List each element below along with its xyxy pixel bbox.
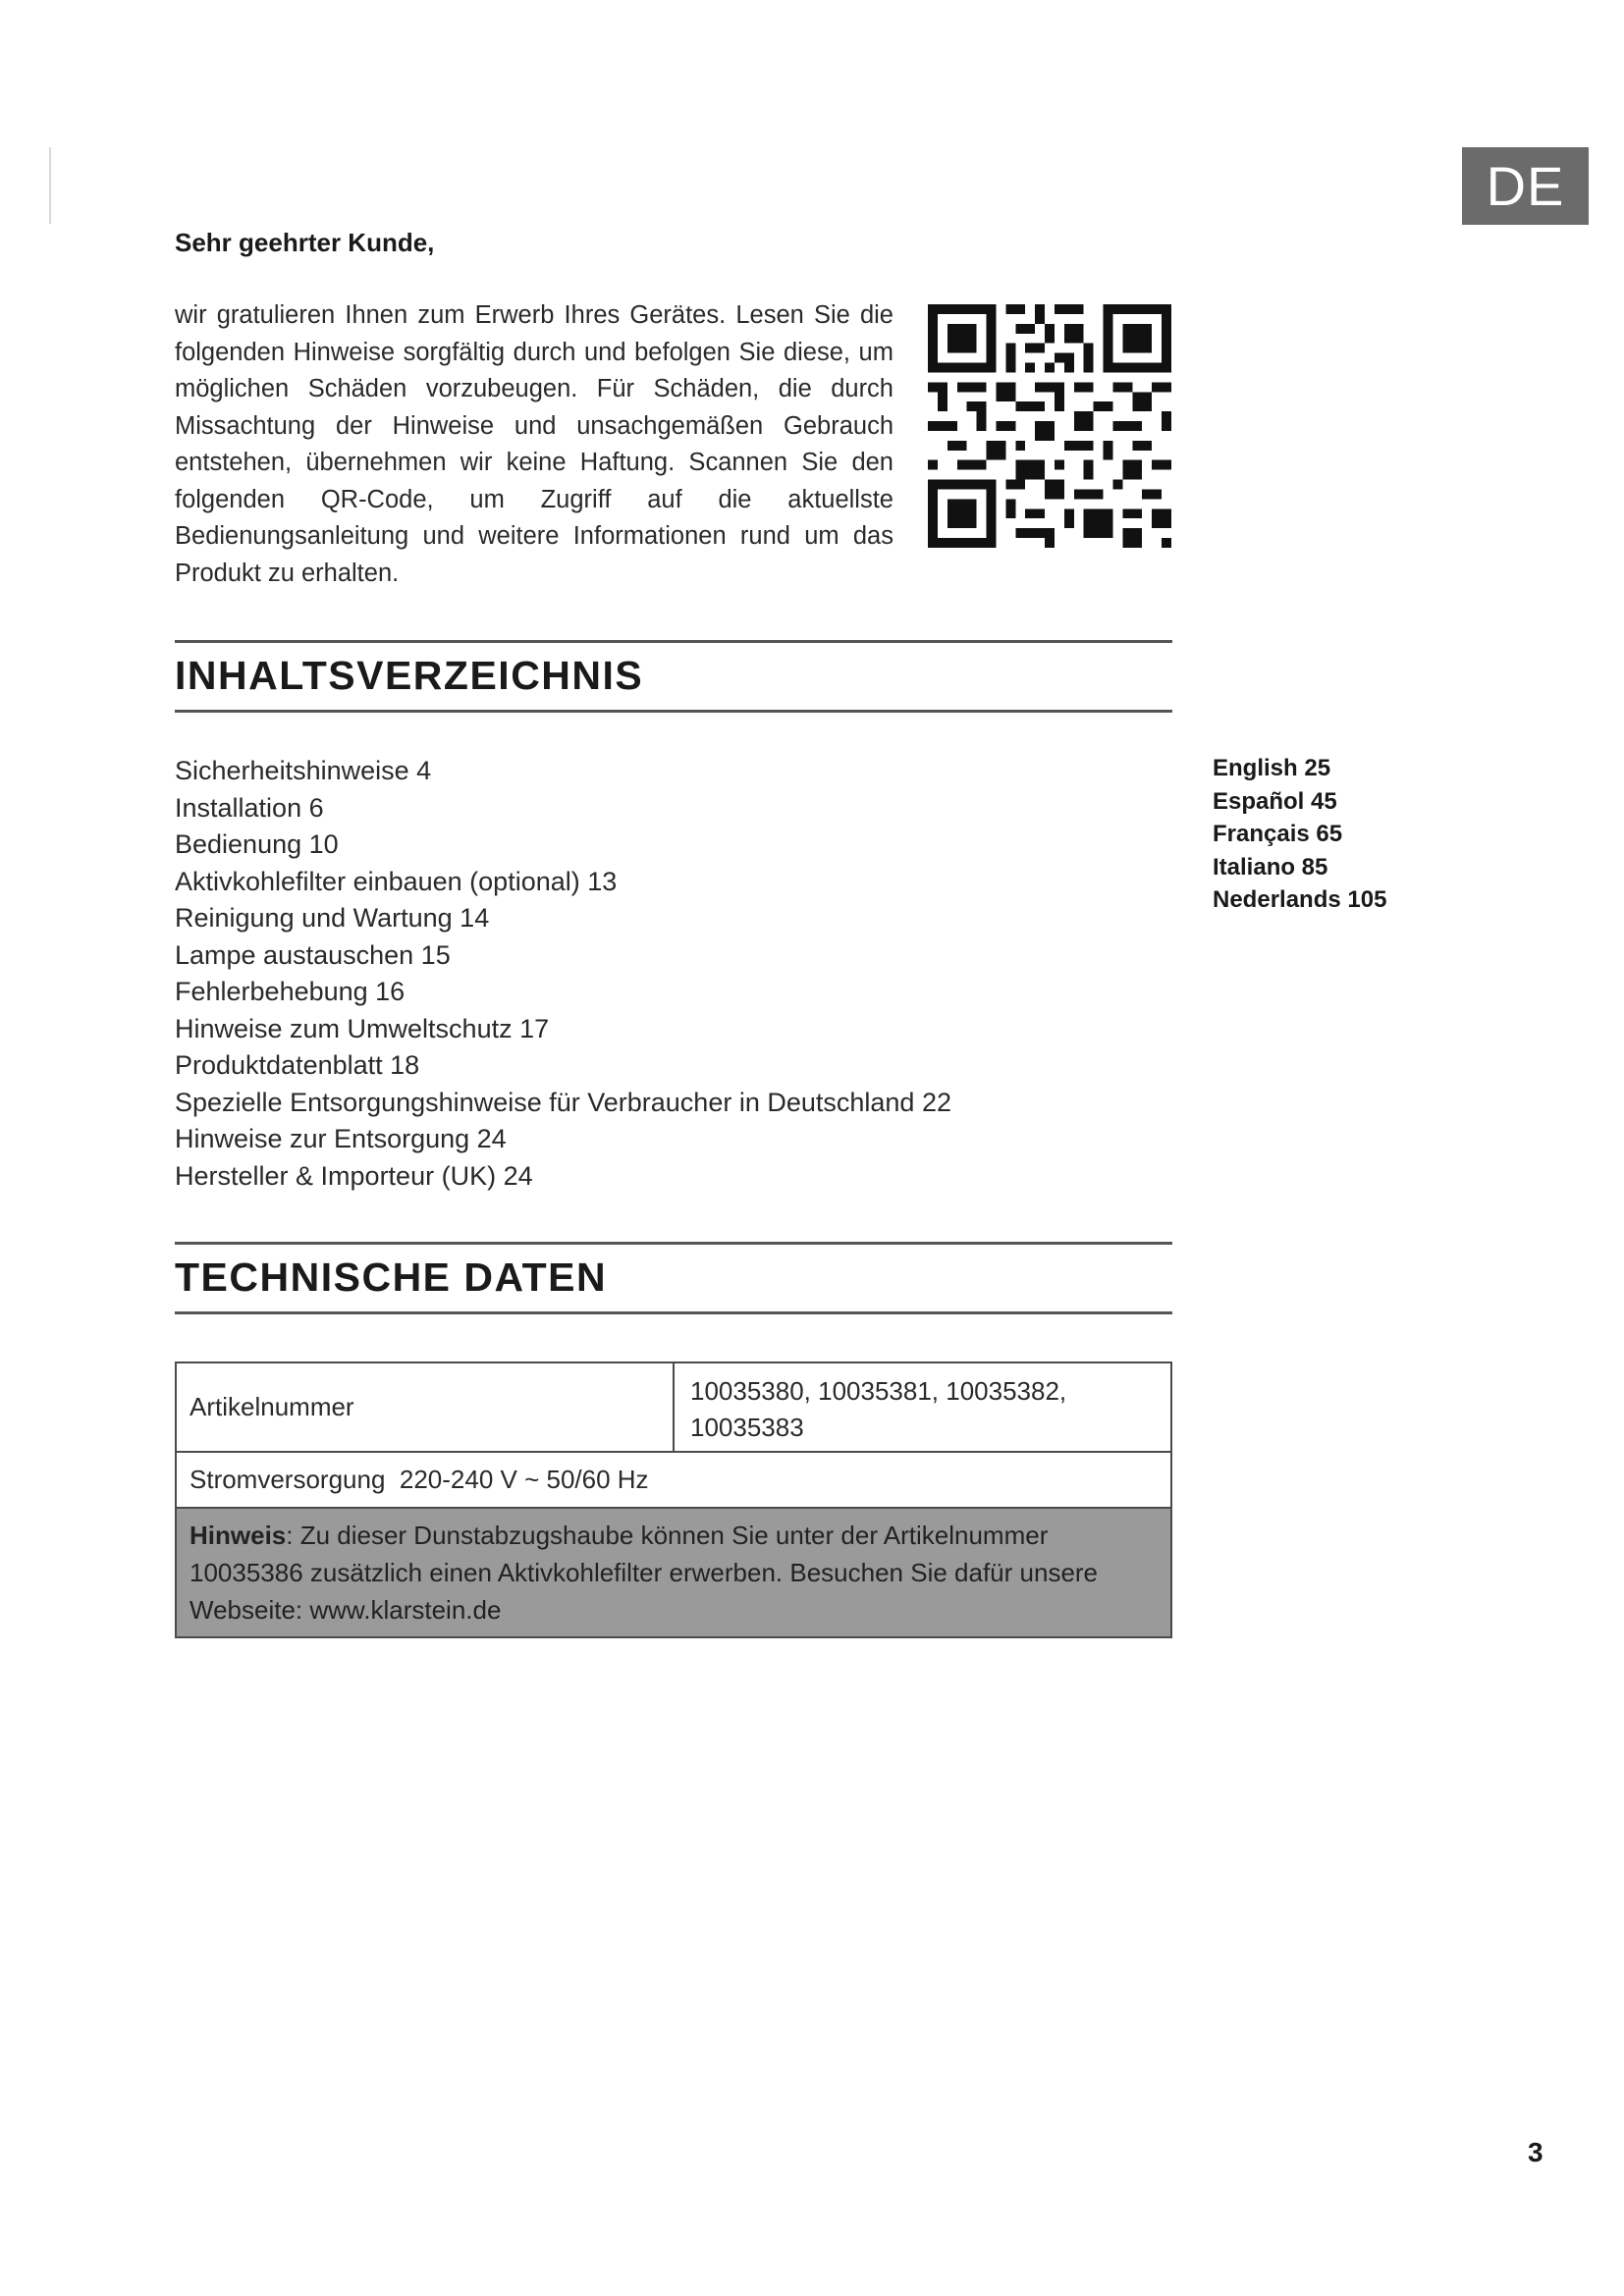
toc-item[interactable]: Hinweise zur Entsorgung 24 [175, 1124, 507, 1153]
toc-rule-bottom [175, 710, 1172, 713]
toc-rule-top [175, 640, 1172, 643]
tech-heading: TECHNISCHE DATEN [175, 1255, 608, 1300]
spec-value: 220-240 V ~ 50/60 Hz [399, 1465, 649, 1494]
language-tab: DE [1462, 147, 1589, 225]
spec-value: 10035380, 10035381, 10035382, 10035383 [690, 1376, 1067, 1442]
page-number: 3 [1528, 2137, 1543, 2167]
spec-label: Stromversorgung [189, 1465, 386, 1494]
table-row [177, 1363, 1170, 1453]
spec-table [175, 1362, 1172, 1638]
qr-code-icon [928, 304, 1171, 548]
toc-item[interactable]: Installation 6 [175, 792, 324, 823]
tech-rule-bottom [175, 1311, 1172, 1314]
note-box [177, 1509, 1170, 1636]
toc-item[interactable]: Aktivkohlefilter einbauen (optional) 13 [175, 866, 618, 896]
toc-item[interactable]: Fehlerbehebung 16 [175, 977, 406, 1006]
intro-paragraph: wir gratulieren Ihnen zum Erwerb Ihres Gerätes. Lesen Sie die folgenden Hinweise sorgfältig durch und befolgen Sie diese, um möglichen Schäden vorzubeugen. Für Schäden, die durch Missachtung der Hinweise und unsachgemäßen Gebrauch entstehen, übernehmen wir keine Haftung. Scannen Sie den folgenden QR-Code, um Zugriff auf die aktuellste Bedienungsanleitung und weitere Informationen rund um das Produkt zu erhalten. [175, 301, 893, 587]
note-text: : Zu dieser Dunstabzugshaube können Sie unter der Artikelnummer 10035386 zusätzlich einen Aktivkohlefilter erwerben. Besuchen Sie dafür unsere Webseite: www.klarstein.de [189, 1521, 1099, 1625]
table-row [177, 1453, 1170, 1509]
greeting: Sehr geehrter Kunde, [175, 228, 435, 257]
toc-item[interactable]: Reinigung und Wartung 14 [175, 903, 490, 933]
language-link-italian[interactable]: Italiano 85 [1213, 853, 1328, 881]
toc-item[interactable]: Lampe austauschen 15 [175, 939, 451, 970]
toc-item[interactable]: Produktdatenblatt 18 [175, 1050, 420, 1080]
tech-rule-top [175, 1242, 1172, 1245]
table-of-contents [175, 753, 951, 1195]
toc-item[interactable]: Spezielle Entsorgungshinweise für Verbraucher in Deutschland 22 [175, 1087, 951, 1117]
spec-merged-cell [177, 1453, 1170, 1507]
toc-item[interactable]: Sicherheitshinweise 4 [175, 756, 432, 785]
language-link-french[interactable]: Français 65 [1213, 821, 1343, 847]
language-link-spanish[interactable]: Español 45 [1213, 787, 1337, 815]
note-label: Hinweis [189, 1521, 287, 1550]
margin-line [49, 147, 51, 224]
language-link-dutch[interactable]: Nederlands 105 [1213, 886, 1387, 913]
toc-heading: INHALTSVERZEICHNIS [175, 653, 644, 698]
language-index [1213, 752, 1386, 917]
language-link-english[interactable]: English 25 [1213, 755, 1331, 781]
spec-label: Artikelnummer [177, 1363, 675, 1451]
toc-item[interactable]: Hinweise zum Umweltschutz 17 [175, 1013, 550, 1043]
toc-item[interactable]: Bedienung 10 [175, 829, 339, 859]
toc-item[interactable]: Hersteller & Importeur (UK) 24 [175, 1160, 533, 1191]
